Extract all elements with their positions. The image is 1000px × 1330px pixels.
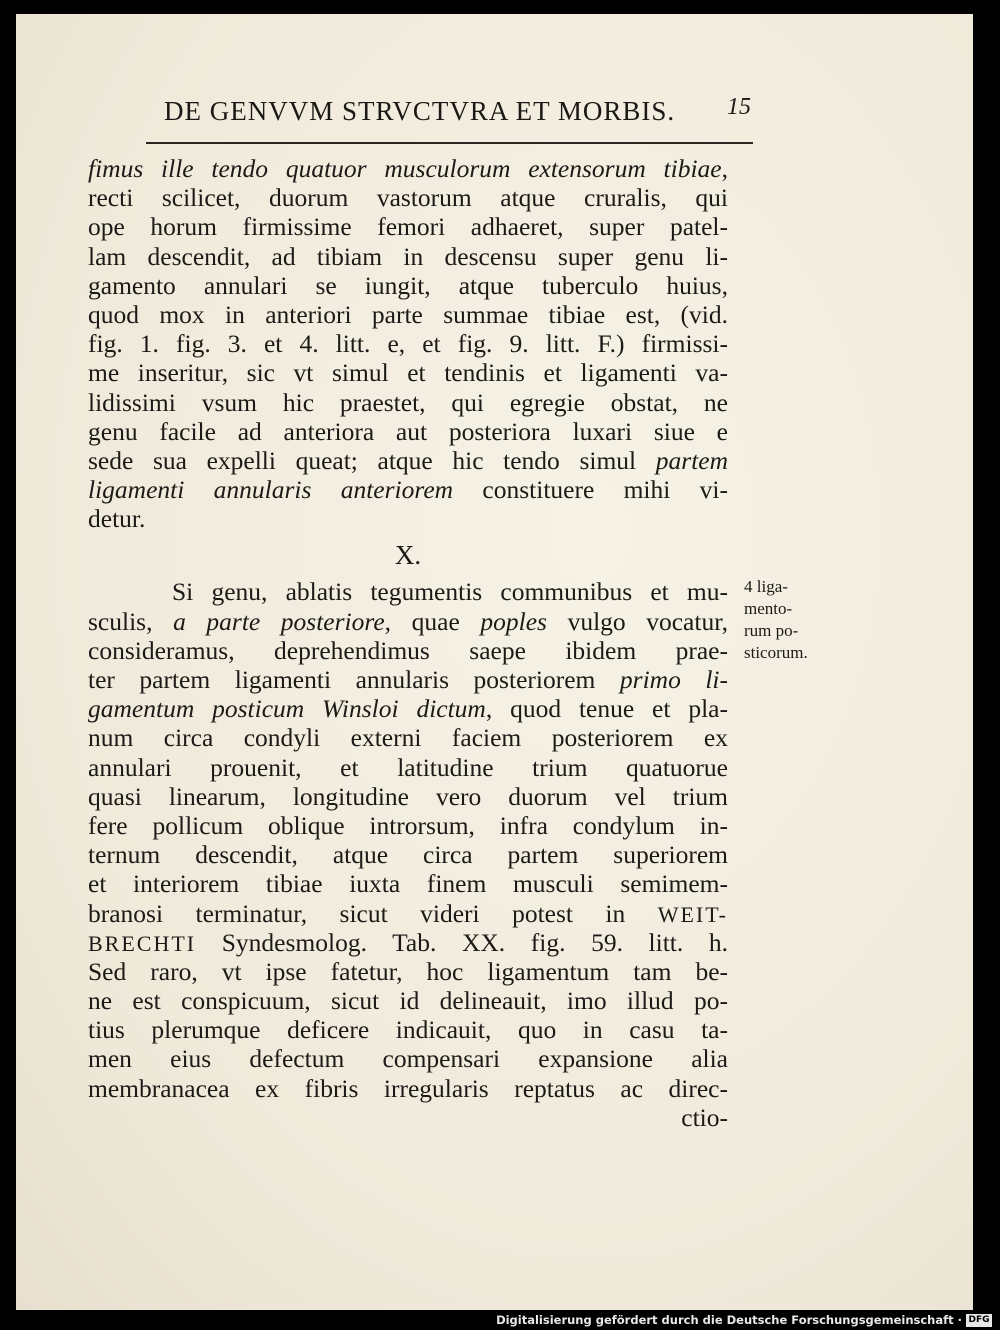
text-line: ope horum firmissime femori adhaeret, super patel-	[88, 212, 728, 242]
text-line: Si genu, ablatis tegumentis communibus et mu-	[172, 577, 728, 607]
header-rule	[146, 142, 753, 144]
text-line: fimus ille tendo quatuor musculorum extensorum tibiae,	[88, 154, 728, 183]
text-line: ternum descendit, atque circa partem superiorem	[88, 840, 728, 870]
text-line: consideramus, deprehendimus saepe ibidem prae-	[88, 635, 728, 665]
margin-note-line: rum po-	[744, 621, 799, 640]
catchword: ctio-	[681, 1102, 728, 1132]
text-line: fig. 1. fig. 3. et 4. litt. e, et fig. 9. litt. F.) firmissi-	[88, 329, 728, 359]
text-line: lam descendit, ad tibiam in descensu super genu li-	[88, 241, 728, 271]
text-line: men eius defectum compensari expansione alia	[88, 1044, 728, 1074]
text-line: annulari prouenit, et latitudine trium quatuorue	[88, 752, 728, 782]
page-number: 15	[727, 94, 751, 120]
text-line: me inseritur, sic vt simul et tendinis et ligamenti va-	[88, 358, 728, 388]
book-page	[16, 14, 973, 1310]
body-text	[88, 154, 728, 1132]
text-line: detur.	[88, 504, 146, 534]
text-line: BRECHTI Syndesmolog. Tab. XX. fig. 59. litt. h.	[88, 927, 728, 957]
section-heading: X.	[394, 540, 422, 571]
text-line: ne est conspicuum, sicut id delineauit, imo illud po-	[88, 986, 728, 1016]
margin-note-line: mento-	[744, 599, 793, 618]
text-line: fere pollicum oblique introrsum, infra condylum in-	[88, 810, 728, 840]
dfg-logo: DFG	[966, 1314, 992, 1327]
text-line: sculis, a parte posteriore, quae poples vulgo vocatur,	[88, 606, 728, 636]
text-line: quasi linearum, longitudine vero duorum vel trium	[88, 781, 728, 811]
text-line: ligamenti annularis anteriorem constituere mihi vi-	[88, 475, 728, 505]
text-line: gamentum posticum Winsloi dictum, quod tenue et pla-	[88, 694, 728, 724]
text-line: gamento annulari se iungit, atque tuberculo huius,	[88, 270, 728, 300]
text-line: recti scilicet, duorum vastorum atque cruralis, qui	[88, 183, 728, 213]
text-line: membranacea ex fibris irregularis reptatus ac direc-	[88, 1073, 728, 1103]
text-line: ter partem ligamenti annularis posteriorem primo li-	[88, 665, 728, 694]
margin-note-line: sticorum.	[744, 643, 808, 662]
text-line: branosi terminatur, sicut videri potest in WEIT-	[88, 898, 728, 928]
funding-credit: Digitalisierung gefördert durch die Deutsche Forschungsgemeinschaft ·	[496, 1313, 962, 1327]
margin-note-line: 4 liga-	[744, 577, 788, 596]
text-line: genu facile ad anteriora aut posteriora luxari siue e	[88, 416, 728, 446]
text-line: Sed raro, vt ipse fatetur, hoc ligamentum tam be-	[88, 956, 728, 986]
text-line: sede sua expelli queat; atque hic tendo simul partem	[88, 445, 728, 475]
text-line: num circa condyli externi faciem posteriorem ex	[88, 723, 728, 753]
text-line: tius plerumque deficere indicauit, quo in casu ta-	[88, 1015, 728, 1045]
text-line: lidissimi vsum hic praestet, qui egregie obstat, ne	[88, 387, 728, 417]
text-line: quod mox in anteriori parte summae tibiae est, (vid.	[88, 299, 728, 329]
running-title: DE GENVVM STRVCTVRA ET MORBIS.	[164, 96, 676, 126]
footer-bar	[0, 1312, 1000, 1330]
margin-note	[744, 576, 844, 664]
text-line: et interiorem tibiae iuxta finem musculi semimem-	[88, 869, 728, 899]
page-header	[164, 94, 754, 134]
